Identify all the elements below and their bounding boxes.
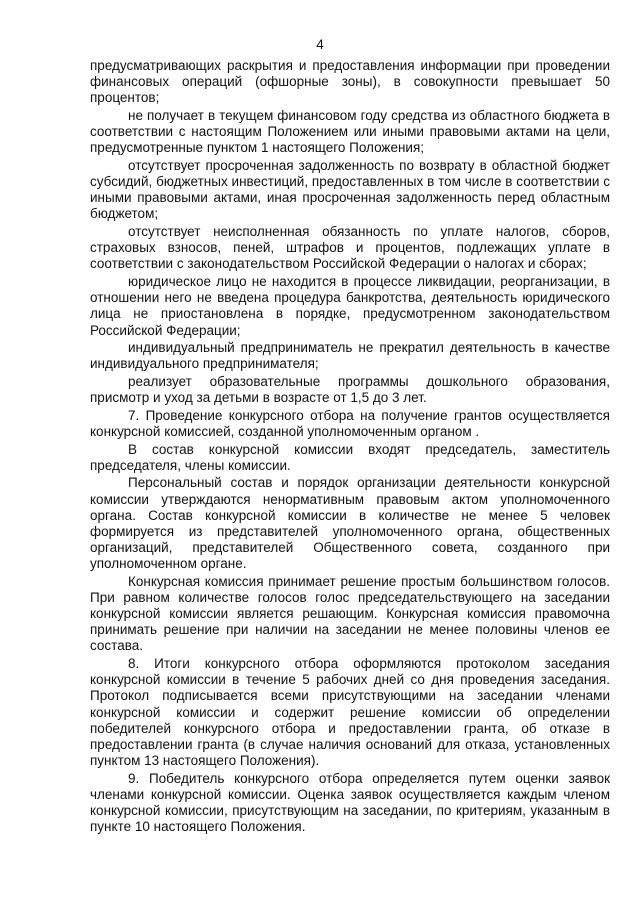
paragraph-entrepreneur-active: индивидуальный предприниматель не прекратил деятельность в качестве индивидуального предпринимателя; [90,340,610,372]
document-body [90,58,610,835]
paragraph-preschool-programs: реализует образовательные программы дошкольного образования, присмотр и уход за детьми в возрасте от 1,5 до 3 лет. [90,373,610,406]
paragraph-no-overdue-debt: отсутствует просроченная задолженность по возврату в областной бюджет субсидий, бюджетных инвестиций, предоставленных в том числе в соответствии с иными правовыми актами, иная просроченная задолженность перед областным бюджетом; [90,157,610,222]
paragraph-item-7: 7. Проведение конкурсного отбора на получение грантов осуществляется конкурсной комиссией, созданной уполномоченным органом . [90,407,610,439]
paragraph-item-8: 8. Итоги конкурсного отбора оформляются протоколом заседания конкурсной комиссии в течение 5 рабочих дней со дня проведения заседания. Протокол подписывается всеми присутствующими на заседании членами конкурсной комиссии и содержит решение комиссии об определении победителей конкурсного отбора и предоставлении гранта, об отказе в предоставлении гранта (в случае наличия оснований для отказа, установленных пунктом 13 настоящего Положения). [90,656,610,769]
paragraph-no-regional-funds: не получает в текущем финансовом году средства из областного бюджета в соответствии с настоящим Положением или иными правовыми актами на цели, предусмотренные пунктом 1 настоящего Положения; [90,107,610,156]
paragraph-commission-personnel: Персональный состав и порядок организации деятельности конкурсной комиссии утверждаются ненормативным правовым актом уполномоченного органа. Состав конкурсной комиссии в количестве не менее 5 человек формируется из представителей уполномоченного органа, общественных организаций, представителей Общественного совета, созданного при уполномоченном органе. [90,475,610,572]
paragraph-item-9: 9. Победитель конкурсного отбора определяется путем оценки заявок членами конкурсной комиссии. Оценка заявок осуществляется каждым членом конкурсной комиссии, присутствующим на заседании, по критериям, указанным в пункте 10 настоящего Положения. [90,770,610,835]
paragraph-offshore-share: предусматривающих раскрытия и предоставления информации при проведении финансовых операций (офшорные зоны), в совокупности превышает 50 процентов; [90,58,610,106]
page-number: 4 [316,37,324,52]
paragraph-commission-composition: В состав конкурсной комиссии входят председатель, заместитель председателя, члены комиссии. [90,441,610,473]
paragraph-no-liquidation: юридическое лицо не находится в процессе ликвидации, реорганизации, в отношении него не введена процедура банкротства, деятельность юридического лица не приостановлена в порядке, предусмотренном законодательством Российской Федерации; [90,274,610,338]
paragraph-no-tax-arrears: отсутствует неисполненная обязанность по уплате налогов, сборов, страховых взносов, пеней, штрафов и процентов, подлежащих уплате в соответствии с законодательством Российской Федерации о налогах и сборах; [90,224,610,272]
paragraph-commission-decisions: Конкурсная комиссия принимает решение простым большинством голосов. При равном количестве голосов голос председательствующего на заседании конкурсной комиссии является решающим. Конкурсная комиссия правомочна принимать решение при наличии на заседании не менее половины членов ее состава. [90,573,610,654]
